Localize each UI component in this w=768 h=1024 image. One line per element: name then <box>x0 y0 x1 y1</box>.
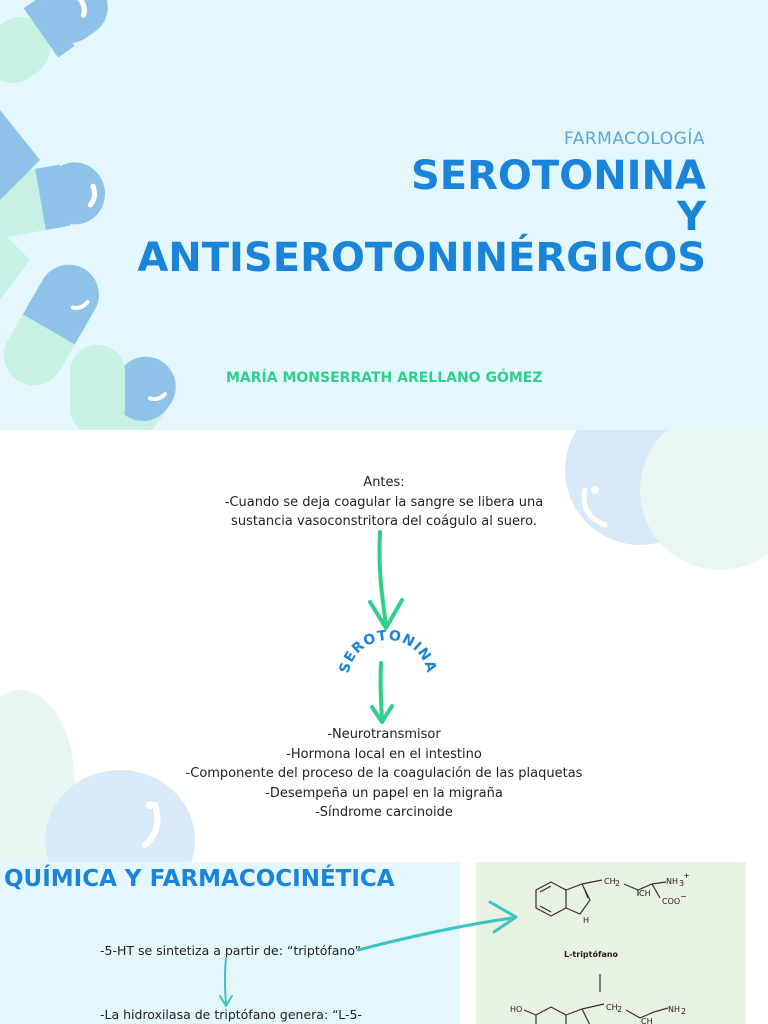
chemistry-arrows <box>0 862 768 1024</box>
serotonin-facts-list <box>160 725 608 823</box>
history-slide <box>0 430 768 862</box>
chemistry-slide <box>0 862 768 1024</box>
cover-slide <box>0 0 768 430</box>
down-arrow-icon <box>381 663 382 720</box>
fact-item: -Hormona local en el intestino <box>286 746 482 762</box>
author-name: MARÍA MONSERRATH ARELLANO GÓMEZ <box>226 370 543 386</box>
title-line: Y <box>677 194 706 240</box>
fact-item: -Componente del proceso de la coagulación de las plaquetas <box>185 766 583 781</box>
ch2-label-b: CH <box>606 1003 618 1012</box>
title-line: ANTISEROTONINÉRGICOS <box>137 235 706 281</box>
cover-title <box>137 153 706 281</box>
serotonin-arched-text: SEROTONINA <box>336 627 440 676</box>
fact-item: -Síndrome carcinoide <box>315 805 453 820</box>
chemistry-title: QUÍMICA Y FARMACOCINÉTICA <box>4 866 395 892</box>
ch2-label: CH <box>604 877 616 886</box>
down-arrow-icon <box>225 958 226 1004</box>
cover-subtitle: FARMACOLOGÍA <box>564 129 705 149</box>
nh3-label: NH <box>666 877 678 886</box>
svg-text:2: 2 <box>615 879 621 888</box>
title-line: SEROTONINA <box>410 153 706 199</box>
history-before-text <box>200 473 568 532</box>
hydroxylase-line: -La hidroxilasa de triptófano genera: “L-5- <box>100 1007 362 1022</box>
svg-text:3: 3 <box>679 879 685 888</box>
right-arrow-icon <box>358 918 512 950</box>
ho-label: HO <box>510 1005 523 1014</box>
fact-item: -Desempeña un papel en la migraña <box>265 785 503 801</box>
text-line: -Cuando se deja coagular la sangre se libera una <box>224 494 544 510</box>
serotonin-arched-label <box>337 628 440 675</box>
text-line: Antes: <box>363 475 405 490</box>
down-arrow-icon <box>379 532 386 625</box>
fact-item: -Neurotransmisor <box>327 727 441 742</box>
svg-text:2: 2 <box>681 1007 687 1016</box>
text-line: sustancia vasoconstritora del coágulo al suero. <box>231 514 537 529</box>
nh2-label: NH <box>668 1005 680 1014</box>
svg-text:−: − <box>680 892 687 901</box>
ch-label: CH <box>639 889 651 898</box>
tryptophan-caption: L-triptófano <box>564 950 619 959</box>
nh-label: H <box>583 916 590 925</box>
svg-text:+: + <box>683 871 690 880</box>
ch-label-b: CH <box>641 1017 653 1024</box>
coo-label: COO <box>662 897 681 906</box>
svg-text:2: 2 <box>617 1005 623 1014</box>
synthesis-line: -5-HT se sintetiza a partir de: “triptófano” <box>100 943 362 958</box>
